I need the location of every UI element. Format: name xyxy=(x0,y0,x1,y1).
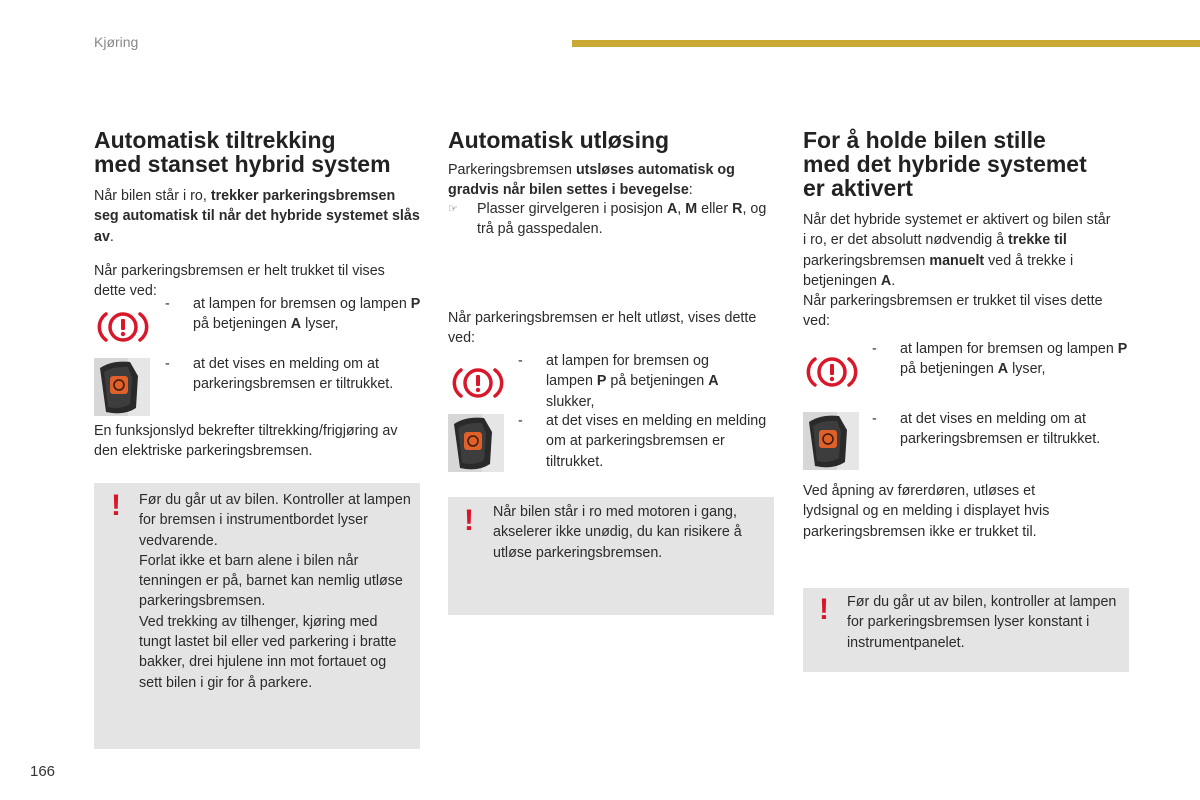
bullet-text: at det vises en melding om at parkeringsbremsen er tiltrukket. xyxy=(193,356,394,393)
heading-auto-apply xyxy=(94,128,420,176)
dash: - xyxy=(165,356,170,372)
warning-text: Når bilen står i ro med motoren i gang, akselerer ikke unødig, du kan risikere å utløse parkeringsbremsen. xyxy=(493,504,742,561)
bullet-text: at lampen for bremsen og lampen P på betjeningen A slukker, xyxy=(546,353,719,410)
door-paragraph: Ved åpning av førerdøren, utløses et lydsignal og en melding i displayet hvis parkeringsbremsen ikke er trukket til. xyxy=(803,483,1050,540)
bullet-text: at lampen for bremsen og lampen P på betjeningen A lyser, xyxy=(900,341,1128,378)
shown-when-paragraph: Når parkeringsbremsen er helt utløst, vises dette ved: xyxy=(448,310,757,347)
parking-brake-warning-icon xyxy=(96,310,150,344)
dash: - xyxy=(165,296,170,312)
page-number: 166 xyxy=(30,763,56,780)
exclamation-icon: ! xyxy=(111,489,121,522)
dash: - xyxy=(872,341,877,357)
shown-when-paragraph: Når parkeringsbremsen er helt trukket til vises dette ved: xyxy=(94,262,385,300)
dash: - xyxy=(518,353,523,369)
parking-brake-switch-icon xyxy=(94,358,150,416)
exclamation-icon: ! xyxy=(819,593,829,626)
bullet-text: at lampen for bremsen og lampen P på betjeningen A lyser, xyxy=(193,296,421,333)
heading-auto-release: Automatisk utløsing xyxy=(448,127,670,153)
dash: - xyxy=(518,413,523,429)
intro-paragraph: Når det hybride systemet er aktivert og bilen står i ro, er det absolutt nødvendig å trekke til parkeringsbremsen manuelt ved å trekke i betjeningen A. xyxy=(803,212,1111,289)
warning-text: Før du går ut av bilen. Kontroller at lampen for bremsen i instrumentbordet lyser vedvarende. Forlat ikke et barn alene i bilen når tenningen er på, barnet kan nemlig utløse parkeringsbremsen. Ved trekking av tilhenger, kjøring med tungt lastet bil eller ved parkering i bratte bakker, drei hjulene inn mot fortauet og sett bilen i gir for å parkere. xyxy=(139,492,411,691)
section-title: Kjøring xyxy=(94,34,139,50)
warning-box xyxy=(803,588,1129,672)
column-auto-apply xyxy=(94,128,420,301)
parking-brake-warning-icon xyxy=(805,355,859,389)
heading-line: er aktivert xyxy=(803,175,913,201)
parking-brake-warning-icon xyxy=(451,366,505,400)
intro-text: . xyxy=(109,228,114,245)
bullet-text: at det vises en melding en melding om at parkeringsbremsen er tiltrukket. xyxy=(546,413,767,470)
hand-pointer-icon: ☞ xyxy=(448,203,458,215)
intro-text: Når bilen står i ro, xyxy=(94,188,211,204)
heading-line: med stanset hybrid system xyxy=(94,151,391,177)
intro-bold: trekker parkeringsbremsen seg automatisk til når det hybride systemet slås av xyxy=(94,188,420,245)
sound-paragraph: En funksjonslyd bekrefter tiltrekking/frigjøring av den elektriske parkeringsbremsen. xyxy=(94,423,398,460)
column-hold-vehicle xyxy=(803,128,1129,332)
warning-box xyxy=(94,483,420,749)
intro-paragraph: Parkeringsbremsen utsløses automatisk og gradvis når bilen settes i bevegelse: xyxy=(448,162,735,199)
heading-hold-vehicle xyxy=(803,128,1129,200)
header-accent-bar xyxy=(572,40,1200,47)
exclamation-icon: ! xyxy=(464,504,474,537)
bullet-text: Plasser girvelgeren i posisjon A, M eller R, og trå på gasspedalen. xyxy=(477,201,767,238)
dash: - xyxy=(872,411,877,427)
bullet-text: at det vises en melding om at parkeringsbremsen er tiltrukket. xyxy=(900,411,1101,448)
heading-line: For å holde bilen stille xyxy=(803,127,1046,153)
warning-text: Før du går ut av bilen, kontroller at lampen for parkeringsbremsen lyser konstant i instrumentpanelet. xyxy=(847,594,1117,651)
intro-paragraph xyxy=(94,186,420,247)
shown-when-paragraph: Når parkeringsbremsen er trukket til vises dette ved: xyxy=(803,293,1103,330)
heading-line: med det hybride systemet xyxy=(803,151,1087,177)
parking-brake-switch-icon xyxy=(448,414,504,472)
warning-box xyxy=(448,497,774,615)
column-auto-release xyxy=(448,128,774,201)
heading-line: Automatisk tiltrekking xyxy=(94,127,336,153)
parking-brake-switch-icon xyxy=(803,412,859,470)
